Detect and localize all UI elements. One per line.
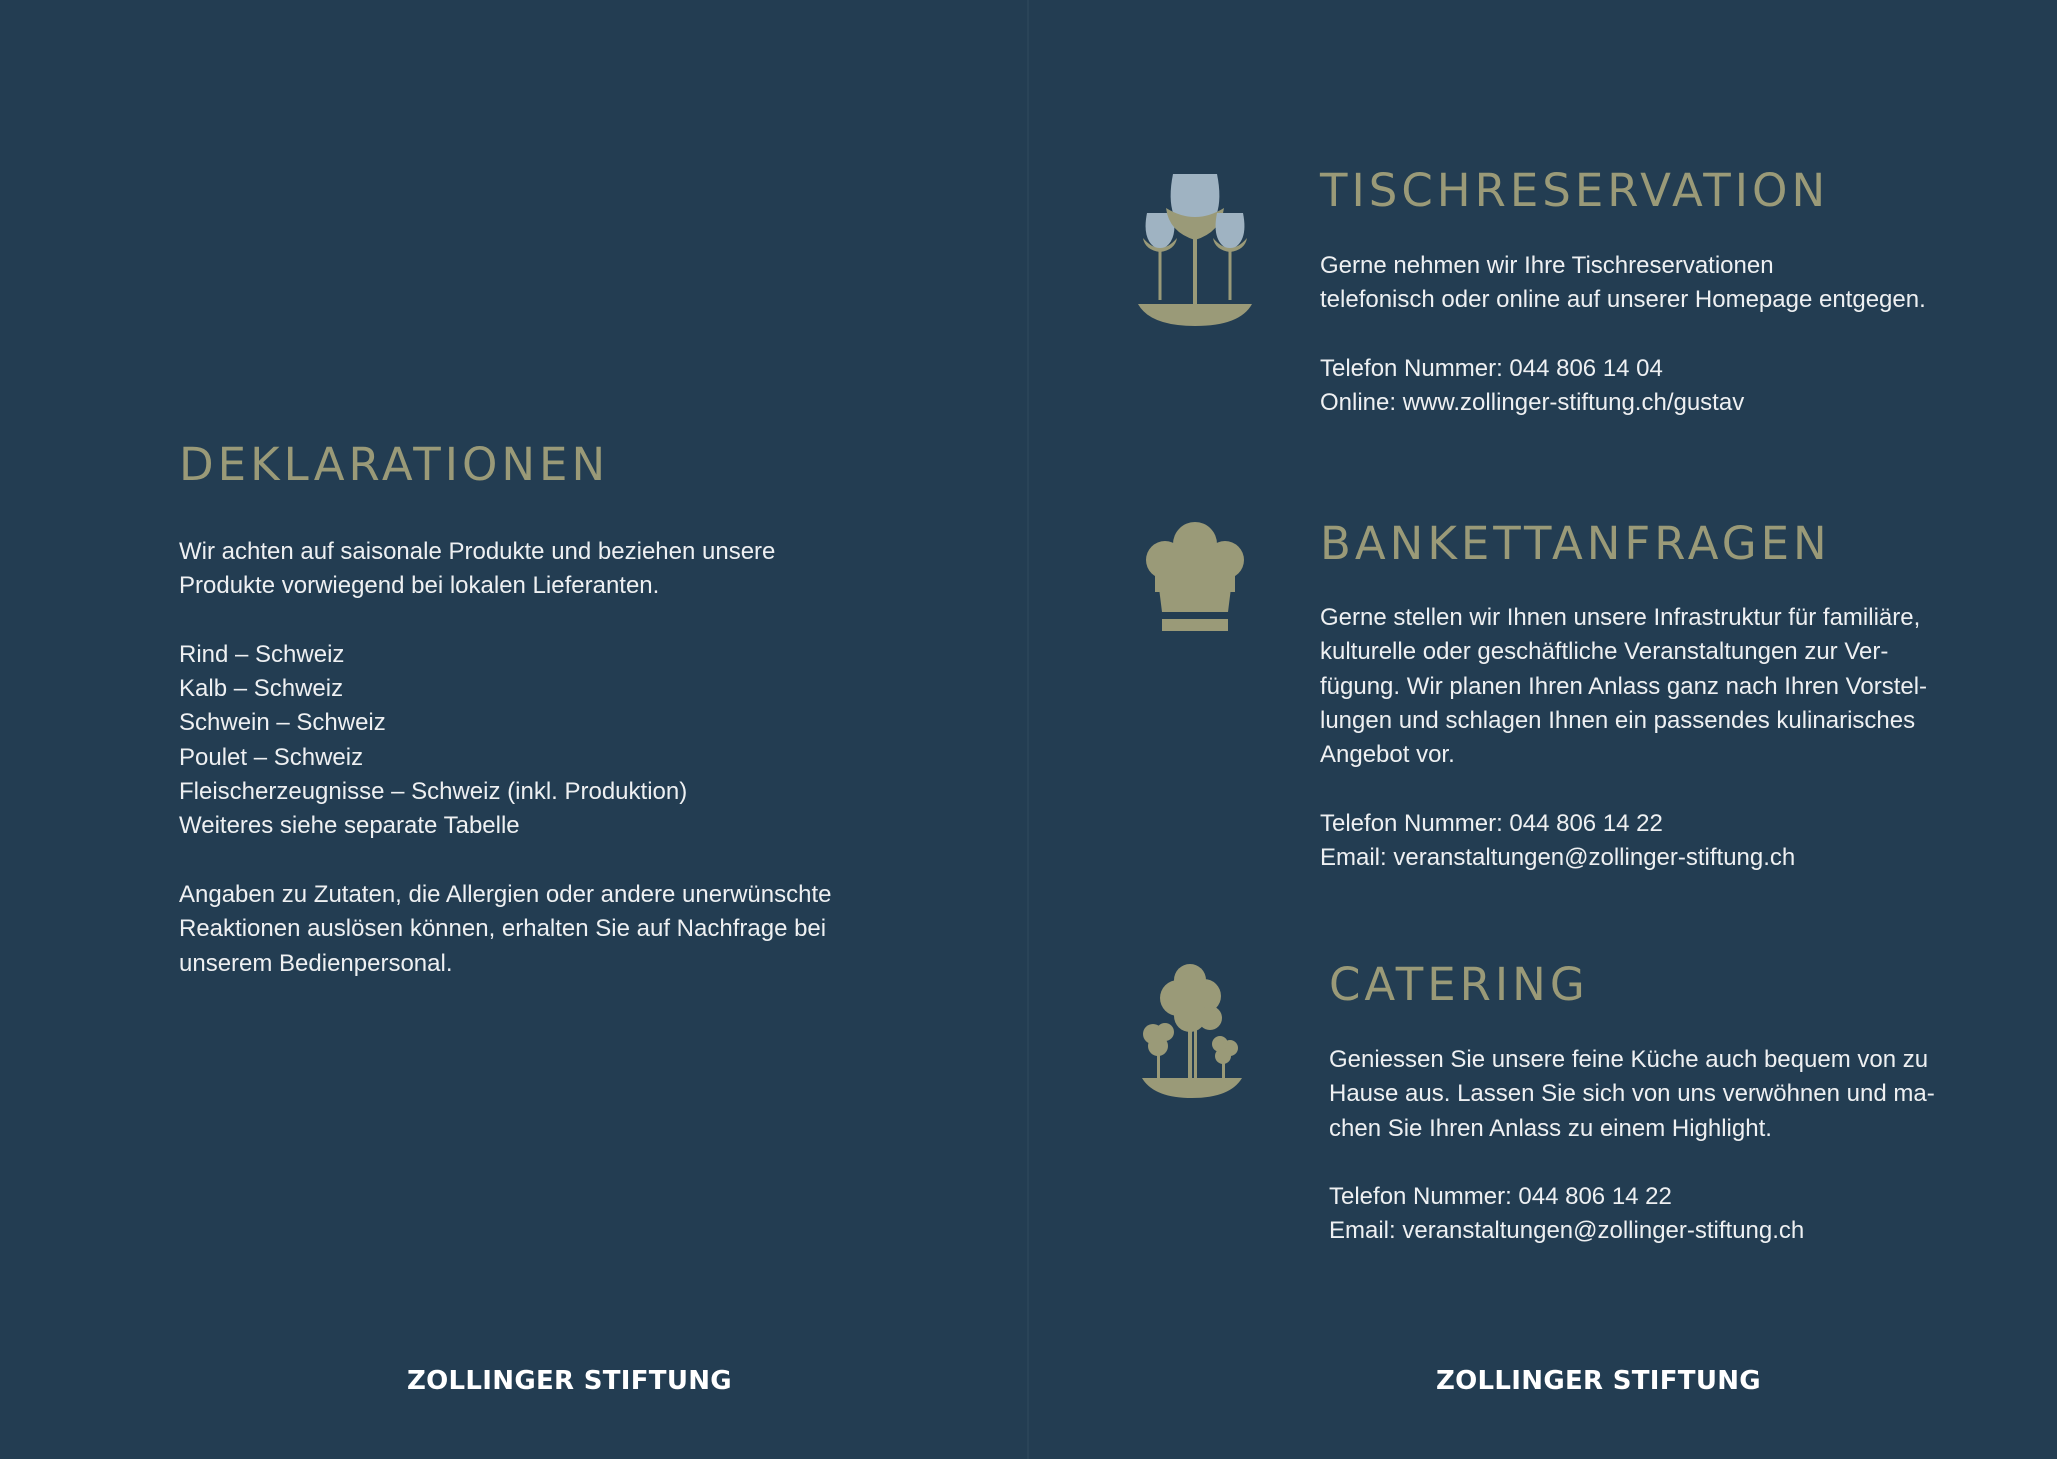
phone-number: Telefon Nummer: 044 806 14 22 <box>1329 1183 1672 1211</box>
deklarationen-body <box>179 535 831 981</box>
bankettanfragen-heading: BANKETTANFRAGEN <box>1320 517 1831 570</box>
chef-hat-icon <box>1140 520 1250 635</box>
section-text-line: chen Sie Ihren Anlass zu einem Highlight. <box>1329 1114 1772 1142</box>
section-text-line: telefonisch oder online auf unserer Homepage entgegen. <box>1320 286 1926 314</box>
intro-line: Wir achten auf saisonale Produkte und beziehen unsere <box>179 538 776 565</box>
allergy-line: Angaben zu Zutaten, die Allergien oder andere unerwünschte <box>179 880 832 908</box>
footer-brand-left: ZOLLINGER STIFTUNG <box>407 1366 732 1396</box>
footer-brand-right: ZOLLINGER STIFTUNG <box>1436 1366 1761 1396</box>
allergy-line: Reaktionen auslösen können, erhalten Sie auf Nachfrage bei <box>179 915 827 943</box>
section-text-line: lungen und schlagen Ihnen ein passendes kulinarisches <box>1320 706 1916 734</box>
phone-number: Telefon Nummer: 044 806 14 04 <box>1320 354 1663 382</box>
origins-list <box>179 638 831 844</box>
deklarationen-heading: DEKLARATIONEN <box>179 438 610 491</box>
wine-glasses-icon <box>1135 168 1255 328</box>
left-page <box>0 0 1028 1459</box>
section-text-line: Gerne stellen wir Ihnen unsere Infrastruktur für familiäre, <box>1320 604 1921 631</box>
origin-item: Fleischerzeugnisse – Schweiz (inkl. Produktion) <box>179 778 688 806</box>
origin-item: Poulet – Schweiz <box>179 743 364 771</box>
origin-item: Weiteres siehe separate Tabelle <box>179 812 520 840</box>
section-text-line: kulturelle oder geschäftliche Veranstaltungen zur Ver- <box>1320 638 1889 666</box>
trees-icon <box>1138 960 1248 1100</box>
catering-body <box>1329 1043 1935 1249</box>
intro-line: Produkte vorwiegend bei lokalen Lieferanten. <box>179 572 660 600</box>
origin-item: Rind – Schweiz <box>179 640 345 668</box>
origin-item: Schwein – Schweiz <box>179 709 386 737</box>
email-link[interactable]: Email: veranstaltungen@zollinger-stiftung.ch <box>1329 1217 1805 1245</box>
right-page <box>1028 0 2057 1459</box>
section-text-line: Geniessen Sie unsere feine Küche auch bequem von zu <box>1329 1046 1929 1073</box>
bankettanfragen-body <box>1320 601 1927 875</box>
tischreservation-body <box>1320 249 1926 420</box>
allergy-line: unserem Bedienpersonal. <box>179 949 453 977</box>
section-text-line: Angebot vor. <box>1320 741 1455 769</box>
allergy-paragraph <box>179 878 831 981</box>
intro-paragraph <box>179 535 831 604</box>
section-text-line: Gerne nehmen wir Ihre Tischreservationen <box>1320 252 1774 279</box>
catering-heading: CATERING <box>1329 958 1589 1011</box>
email-link[interactable]: Email: veranstaltungen@zollinger-stiftung.ch <box>1320 844 1796 872</box>
tischreservation-heading: TISCHRESERVATION <box>1320 164 1830 217</box>
section-text-line: fügung. Wir planen Ihren Anlass ganz nach Ihren Vorstel- <box>1320 672 1928 700</box>
section-text-line: Hause aus. Lassen Sie sich von uns verwöhnen und ma- <box>1329 1080 1935 1108</box>
origin-item: Kalb – Schweiz <box>179 675 344 703</box>
phone-number: Telefon Nummer: 044 806 14 22 <box>1320 809 1663 837</box>
website-link[interactable]: Online: www.zollinger-stiftung.ch/gustav <box>1320 389 1745 417</box>
